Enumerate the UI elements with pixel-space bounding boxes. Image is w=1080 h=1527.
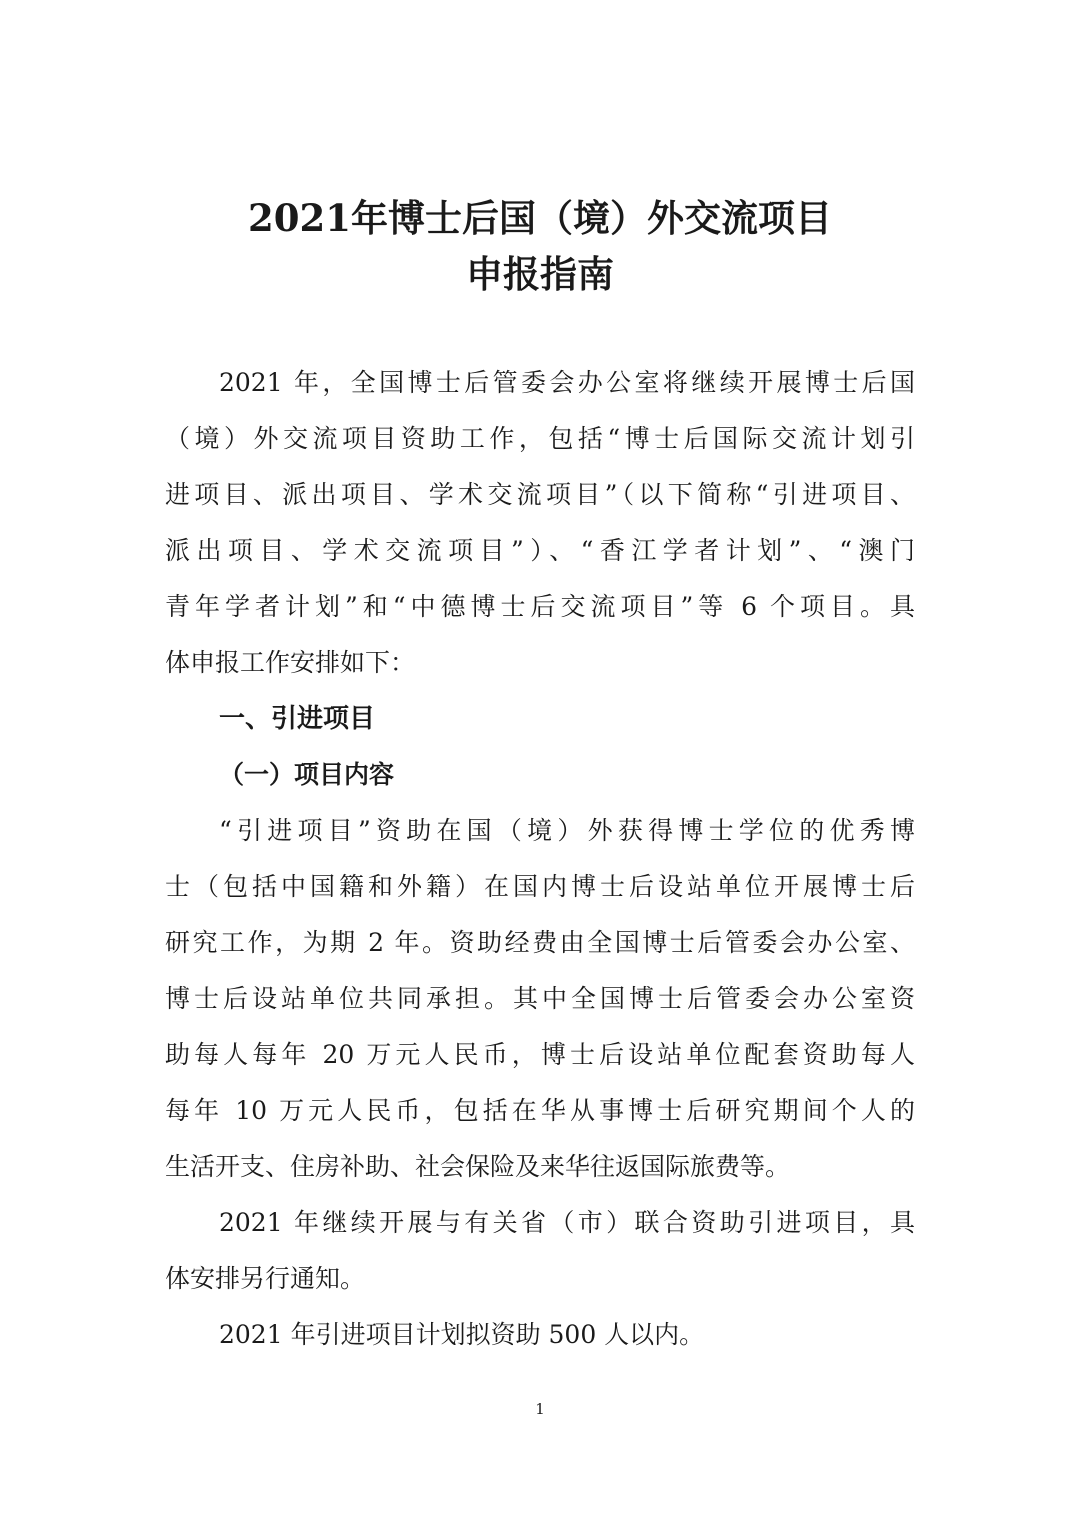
intro-paragraph	[165, 355, 915, 691]
text-line: 青年学者计划”和“中德博士后交流项目”等 6 个项目。具	[165, 592, 915, 621]
text-line: 研究工作，为期 2 年。资助经费由全国博士后管委会办公室、	[165, 928, 915, 957]
document-title-line1: 2021年博士后国（境）外交流项目	[248, 196, 832, 240]
text-line: （境）外交流项目资助工作，包括“博士后国际交流计划引	[165, 424, 915, 453]
document-body	[165, 355, 915, 1363]
text-line: 2021 年，全国博士后管委会办公室将继续开展博士后国	[219, 368, 915, 397]
joint-funding-paragraph	[165, 1195, 915, 1307]
content-paragraph	[165, 803, 915, 1195]
text-line: 体安排另行通知。	[165, 1264, 366, 1293]
text-line: 派出项目、学术交流项目”）、“香江学者计划”、“澳门	[165, 536, 915, 565]
text-line: 进项目、派出项目、学术交流项目”（以下简称“引进项目、	[165, 480, 915, 509]
text-line: “引进项目”资助在国（境）外获得博士学位的优秀博	[219, 816, 915, 845]
text-line: 博士后设站单位共同承担。其中全国博士后管委会办公室资	[165, 984, 915, 1013]
text-line: 助每人每年 20 万元人民币，博士后设站单位配套资助每人	[165, 1040, 915, 1069]
text-line: 士（包括中国籍和外籍）在国内博士后设站单位开展博士后	[165, 872, 915, 901]
text-line: 每年 10 万元人民币，包括在华从事博士后研究期间个人的	[165, 1096, 915, 1125]
text-line: 体申报工作安排如下：	[165, 648, 416, 677]
page-number: 1	[535, 1400, 545, 1418]
quota-paragraph: 2021 年引进项目计划拟资助 500 人以内。	[219, 1320, 705, 1349]
text-line: 生活开支、住房补助、社会保险及来华往返国际旅费等。	[165, 1152, 791, 1181]
subsection-heading: （一）项目内容	[219, 760, 395, 789]
document-title-line2: 申报指南	[466, 252, 614, 296]
text-line: 2021 年继续开展与有关省（市）联合资助引进项目，具	[219, 1208, 915, 1237]
section-heading: 一、引进项目	[219, 704, 376, 734]
